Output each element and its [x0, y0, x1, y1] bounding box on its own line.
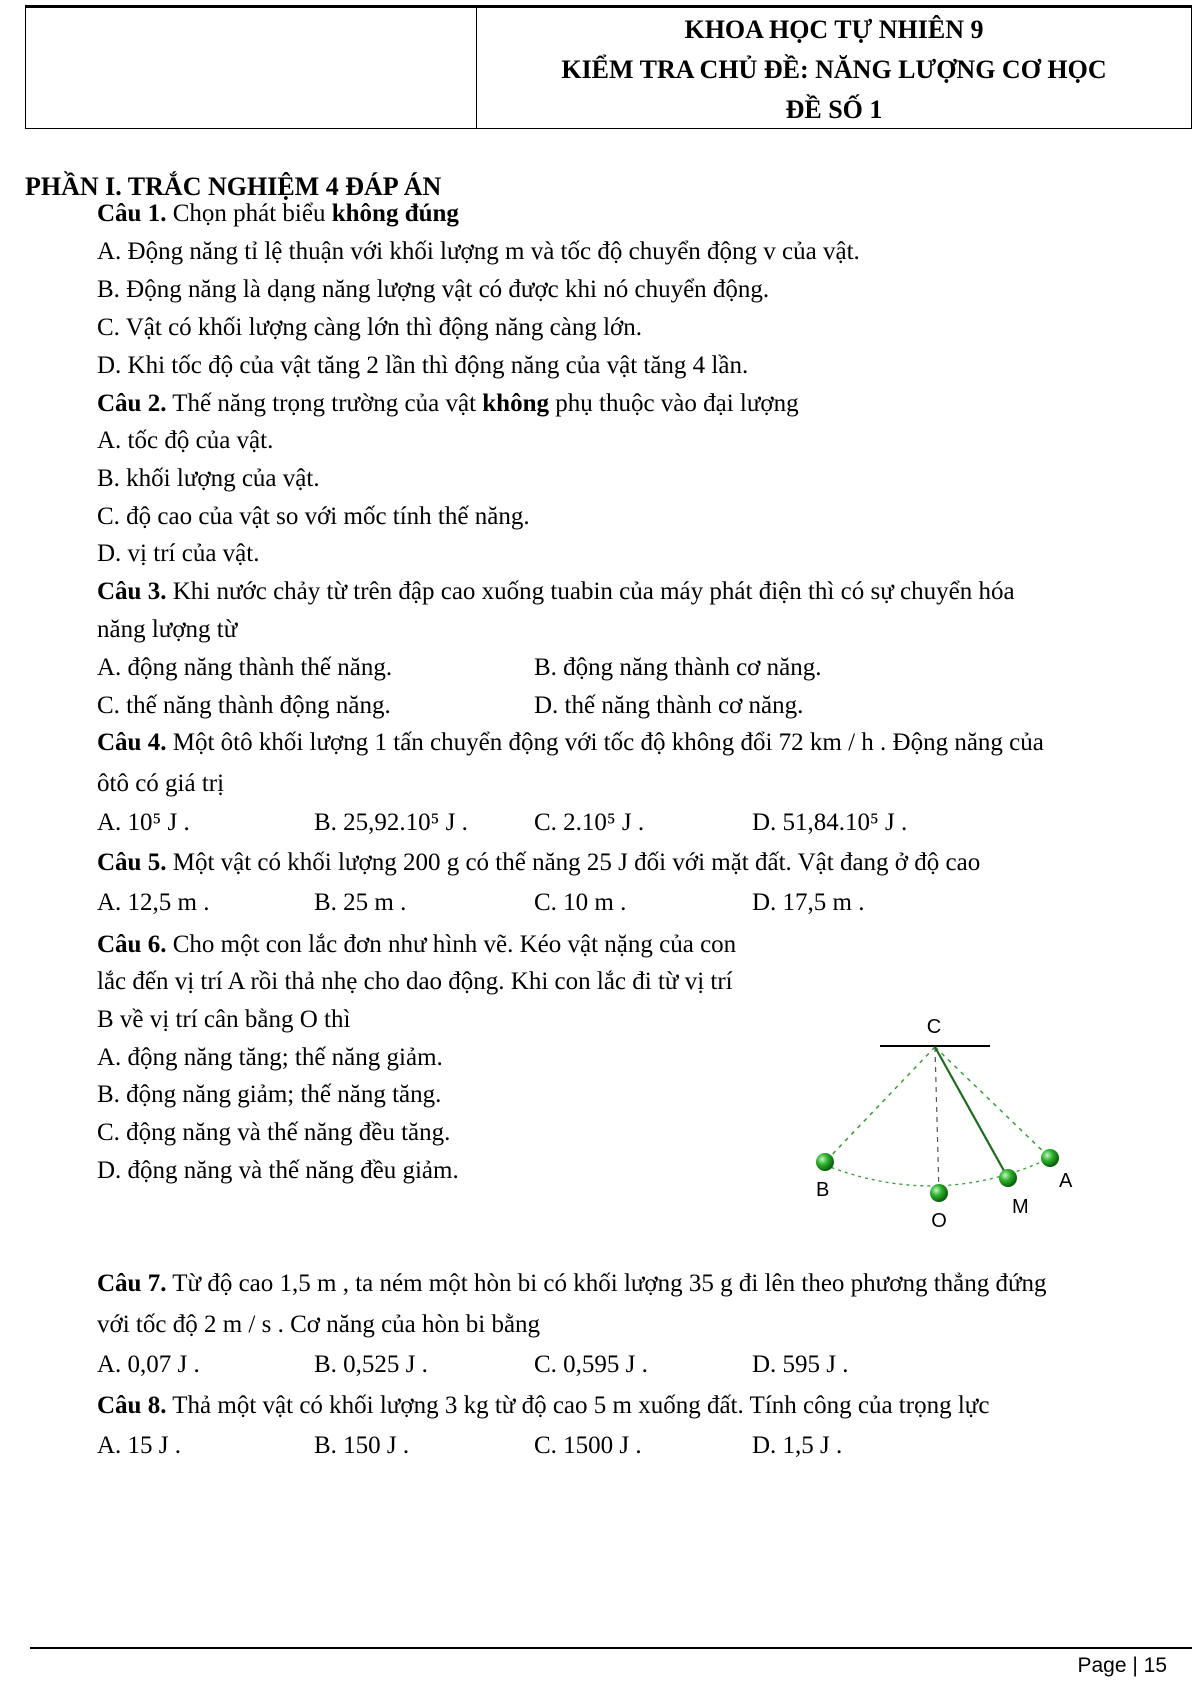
question-label: Câu 5. — [97, 849, 167, 876]
string-to-b — [825, 1047, 935, 1162]
section-title: PHẦN I. TRẮC NGHIỆM 4 ĐÁP ÁN — [25, 172, 442, 201]
question-label: Câu 8. — [97, 1392, 167, 1419]
question-text: Từ độ cao 1,5 m , ta ném một hòn bi có khối lượng 35 g đi lên theo phương thẳng đứng — [166, 1270, 1047, 1297]
question-text: Chọn phát biểu — [166, 200, 332, 227]
question-emphasis: không đúng — [331, 200, 459, 227]
ball-a — [1041, 1149, 1059, 1167]
subject-title: KHOA HỌC TỰ NHIÊN 9 — [684, 15, 984, 44]
q1-option-d: D. Khi tốc độ của vật tăng 2 lần thì động năng của vật tăng 4 lần. — [97, 352, 749, 379]
ball-o — [930, 1184, 948, 1202]
test-number: ĐỀ SỐ 1 — [785, 95, 883, 124]
q8-option-c: C. 1500 J . — [534, 1432, 642, 1459]
question-label: Câu 7. — [97, 1270, 167, 1297]
question-6-cont-1: lắc đến vị trí A rồi thả nhẹ cho dao động. Khi con lắc đi từ vị trí — [97, 968, 733, 995]
q8-option-d: D. 1,5 J . — [752, 1432, 843, 1459]
question-text: Cho một con lắc đơn như hình vẽ. Kéo vật nặng của con — [166, 931, 737, 958]
ball-b — [816, 1153, 834, 1171]
q6-option-c: C. động năng và thế năng đều tăng. — [97, 1119, 451, 1146]
question-4 — [97, 729, 1044, 757]
question-1 — [97, 200, 459, 228]
q5-option-b: B. 25 m . — [314, 889, 407, 916]
q6-option-a: A. động năng tăng; thế năng giảm. — [97, 1044, 443, 1071]
q2-option-b: B. khối lượng của vật. — [97, 465, 320, 492]
q5-option-d: D. 17,5 m . — [752, 889, 865, 916]
q2-option-a: A. tốc độ của vật. — [97, 427, 274, 454]
pendulum-string — [935, 1047, 1008, 1178]
question-label: Câu 1. — [97, 200, 167, 227]
question-label: Câu 4. — [97, 729, 167, 756]
label-o: O — [931, 1210, 947, 1232]
question-4-cont: ôtô có giá trị — [97, 770, 225, 797]
string-to-a — [935, 1047, 1050, 1158]
question-7 — [97, 1270, 1047, 1298]
header-table — [25, 7, 1192, 129]
q3-option-b: B. động năng thành cơ năng. — [534, 654, 822, 681]
q3-option-c: C. thế năng thành động năng. — [97, 692, 391, 719]
header-left-cell — [26, 8, 477, 128]
question-8 — [97, 1392, 989, 1420]
question-text: Thả một vật có khối lượng 3 kg từ độ cao 5 m xuống đất. Tính công của trọng lực — [166, 1392, 990, 1419]
label-c: C — [926, 1016, 942, 1038]
q7-option-a: A. 0,07 J . — [97, 1351, 200, 1378]
question-6 — [97, 931, 736, 959]
q5-option-c: C. 10 m . — [534, 889, 627, 916]
q4-option-c: C. 2.10⁵ J . — [534, 809, 645, 836]
question-label: Câu 6. — [97, 931, 167, 958]
q8-option-a: A. 15 J . — [97, 1432, 182, 1459]
question-label: Câu 2. — [97, 390, 167, 417]
question-label: Câu 3. — [97, 578, 167, 605]
header-title-cell — [477, 8, 1191, 128]
question-emphasis: không — [482, 390, 549, 417]
vertical-string — [935, 1047, 939, 1193]
q4-option-d: D. 51,84.10⁵ J . — [752, 809, 908, 836]
q6-option-d: D. động năng và thế năng đều giảm. — [97, 1157, 459, 1184]
q7-option-c: C. 0,595 J . — [534, 1351, 648, 1378]
q7-option-b: B. 0,525 J . — [314, 1351, 428, 1378]
arc-path — [825, 1158, 1050, 1186]
question-3-cont: năng lượng từ — [97, 616, 238, 643]
page-number: Page | 15 — [1077, 1654, 1167, 1677]
q3-option-a: A. động năng thành thế năng. — [97, 654, 393, 681]
question-text: Một ôtô khối lượng 1 tấn chuyển động với tốc độ không đổi 72 km / h . Động năng của — [166, 729, 1044, 756]
question-text: phụ thuộc vào đại lượng — [549, 390, 799, 417]
footer-rule — [30, 1647, 1192, 1649]
q1-option-b: B. Động năng là dạng năng lượng vật có được khi nó chuyển động. — [97, 276, 770, 303]
q3-option-d: D. thế năng thành cơ năng. — [534, 692, 804, 719]
label-m: M — [1012, 1196, 1029, 1218]
q5-option-a: A. 12,5 m . — [97, 889, 210, 916]
question-2 — [97, 390, 799, 418]
q1-option-c: C. Vật có khối lượng càng lớn thì động năng càng lớn. — [97, 314, 643, 341]
label-a: A — [1059, 1170, 1073, 1192]
q1-option-a: A. Động năng tỉ lệ thuận với khối lượng m và tốc độ chuyển động v của vật. — [97, 238, 860, 265]
ball-m — [999, 1169, 1017, 1187]
q2-option-c: C. độ cao của vật so với mốc tính thế năng. — [97, 503, 530, 530]
question-text: Thế năng trọng trường của vật — [166, 390, 483, 417]
q2-option-d: D. vị trí của vật. — [97, 540, 260, 567]
question-6-cont-2: B về vị trí cân bằng O thì — [97, 1006, 351, 1033]
q6-option-b: B. động năng giảm; thế năng tăng. — [97, 1081, 442, 1108]
test-topic-title: KIỂM TRA CHỦ ĐỀ: NĂNG LƯỢNG CƠ HỌC — [561, 55, 1107, 84]
q7-option-d: D. 595 J . — [752, 1351, 849, 1378]
question-3 — [97, 578, 1015, 606]
question-7-cont: với tốc độ 2 m / s . Cơ năng của hòn bi bằng — [97, 1311, 541, 1338]
q8-option-b: B. 150 J . — [314, 1432, 410, 1459]
q4-option-b: B. 25,92.10⁵ J . — [314, 809, 468, 836]
label-b: B — [816, 1179, 830, 1201]
question-5 — [97, 849, 980, 877]
q4-option-a: A. 10⁵ J . — [97, 809, 190, 836]
question-text: Một vật có khối lượng 200 g có thế năng 25 J đối với mặt đất. Vật đang ở độ cao — [166, 849, 981, 876]
question-text: Khi nước chảy từ trên đập cao xuống tuabin của máy phát điện thì có sự chuyển hóa — [166, 578, 1015, 605]
